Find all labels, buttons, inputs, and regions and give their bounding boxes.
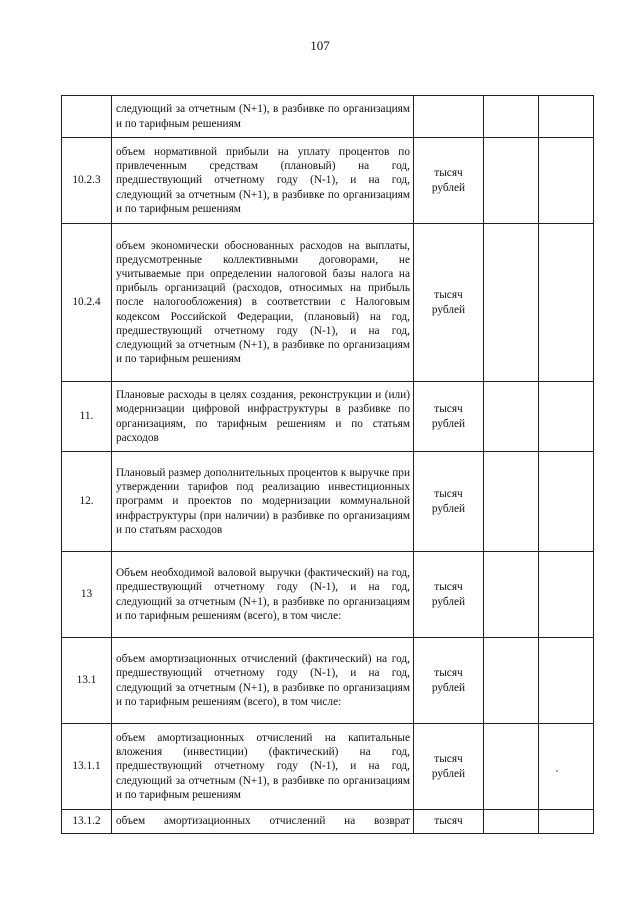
row-description: следующий за отчетным (N+1), в разбивке по организациям и по тарифным решениям [112, 96, 414, 138]
row-value-cell [539, 452, 594, 552]
table-row [62, 638, 594, 724]
unit-line-1: тысяч [434, 167, 463, 180]
page-number: 107 [310, 38, 330, 53]
row-number: 11. [62, 382, 112, 452]
row-unit [414, 724, 484, 810]
row-number: 12. [62, 452, 112, 552]
row-value-cell [484, 638, 539, 724]
row-value-cell [539, 724, 594, 810]
row-description: Плановые расходы в целях создания, реконструкции и (или) модернизации цифровой инфраструктуры в разбивке по организациям, по тарифным решениям и по статьям расходов [112, 382, 414, 452]
row-value-cell [484, 724, 539, 810]
table-row [62, 382, 594, 452]
row-number: 13.1 [62, 638, 112, 724]
unit-line-2: рублей [431, 417, 466, 430]
unit-line-1: тысяч [434, 488, 463, 501]
row-unit [414, 138, 484, 224]
table-row [62, 724, 594, 810]
row-description: объем амортизационных отчислений (фактический) на год, предшествующий отчетному году (N-1), и на год, следующий за отчетным (N+1), в разбивке по организациям и по тарифным решениям (всего), в том числе: [112, 638, 414, 724]
row-value-cell [539, 138, 594, 224]
row-description: объем амортизационных отчислений на возврат [112, 810, 414, 834]
row-value-cell [484, 138, 539, 224]
row-number: 13 [62, 552, 112, 638]
table-row [62, 452, 594, 552]
row-unit [414, 552, 484, 638]
row-value-cell [484, 810, 539, 834]
row-value-cell [539, 810, 594, 834]
scan-artifact [556, 770, 558, 772]
row-value-cell [539, 224, 594, 382]
row-description: Объем необходимой валовой выручки (фактический) на год, предшествующий отчетному году (N-1), и на год, следующий за отчетным (N+1), в разбивке по организациям и по тарифным решениям (всего), в том числе: [112, 552, 414, 638]
row-value-cell [484, 452, 539, 552]
row-unit [414, 810, 484, 834]
unit-line-2: рублей [431, 181, 466, 194]
row-value-cell [484, 224, 539, 382]
unit-line-2: рублей [431, 595, 466, 608]
row-value-cell [484, 96, 539, 138]
unit-line-1: тысяч [434, 581, 463, 594]
row-description: объем амортизационных отчислений на капитальные вложения (инвестиции) (фактический) на год, предшествующий отчетному году (N-1), и на год, следующий за отчетным (N+1), в разбивке по организациям и по тарифным решениям [112, 724, 414, 810]
row-value-cell [484, 552, 539, 638]
row-unit [414, 452, 484, 552]
row-value-cell [539, 638, 594, 724]
table-row [62, 96, 594, 138]
row-unit [414, 224, 484, 382]
unit-line-1: тысяч [434, 753, 463, 766]
unit-line-2: рублей [431, 767, 466, 780]
unit-line-1: тысяч [434, 403, 463, 416]
row-description: объем экономически обоснованных расходов на выплаты, предусмотренные коллективными договорами, не учитываемые при определении налоговой базы налога на прибыль организаций (расходов, относимых на прибыль после налогообложения) в соответствии с Налоговым кодексом Российской Федерации, (плановый) на год, предшествующий отчетному году (N-1), и на год, следующий за отчетным (N+1), в разбивке по организациям и по тарифным решениям [112, 224, 414, 382]
row-unit [414, 638, 484, 724]
row-value-cell [539, 96, 594, 138]
row-number: 10.2.3 [62, 138, 112, 224]
row-description: Плановый размер дополнительных процентов к выручке при утверждении тарифов под реализацию инвестиционных программ и проектов по модернизации коммунальной инфраструктуры (при наличии) в разбивке по организациям и по статьям расходов [112, 452, 414, 552]
row-number [62, 96, 112, 138]
table-row [62, 810, 594, 834]
unit-line-1: тысяч [434, 289, 463, 302]
row-value-cell [539, 552, 594, 638]
unit-line-2: рублей [431, 502, 466, 515]
unit-line-1: тысяч [434, 815, 463, 828]
row-unit [414, 382, 484, 452]
row-number: 13.1.1 [62, 724, 112, 810]
row-value-cell [484, 382, 539, 452]
row-unit [414, 96, 484, 138]
unit-line-1: тысяч [434, 667, 463, 680]
table-row [62, 138, 594, 224]
unit-line-2: рублей [431, 303, 466, 316]
table-row [62, 552, 594, 638]
row-number: 13.1.2 [62, 810, 112, 834]
row-number: 10.2.4 [62, 224, 112, 382]
table-row [62, 224, 594, 382]
indicators-table [61, 95, 594, 834]
row-description: объем нормативной прибыли на уплату процентов по привлеченным средствам (плановый) на год, предшествующий отчетному году (N-1), и на год, следующий за отчетным (N+1), в разбивке по организациям и по тарифным решениям [112, 138, 414, 224]
row-value-cell [539, 382, 594, 452]
unit-line-2: рублей [431, 681, 466, 694]
